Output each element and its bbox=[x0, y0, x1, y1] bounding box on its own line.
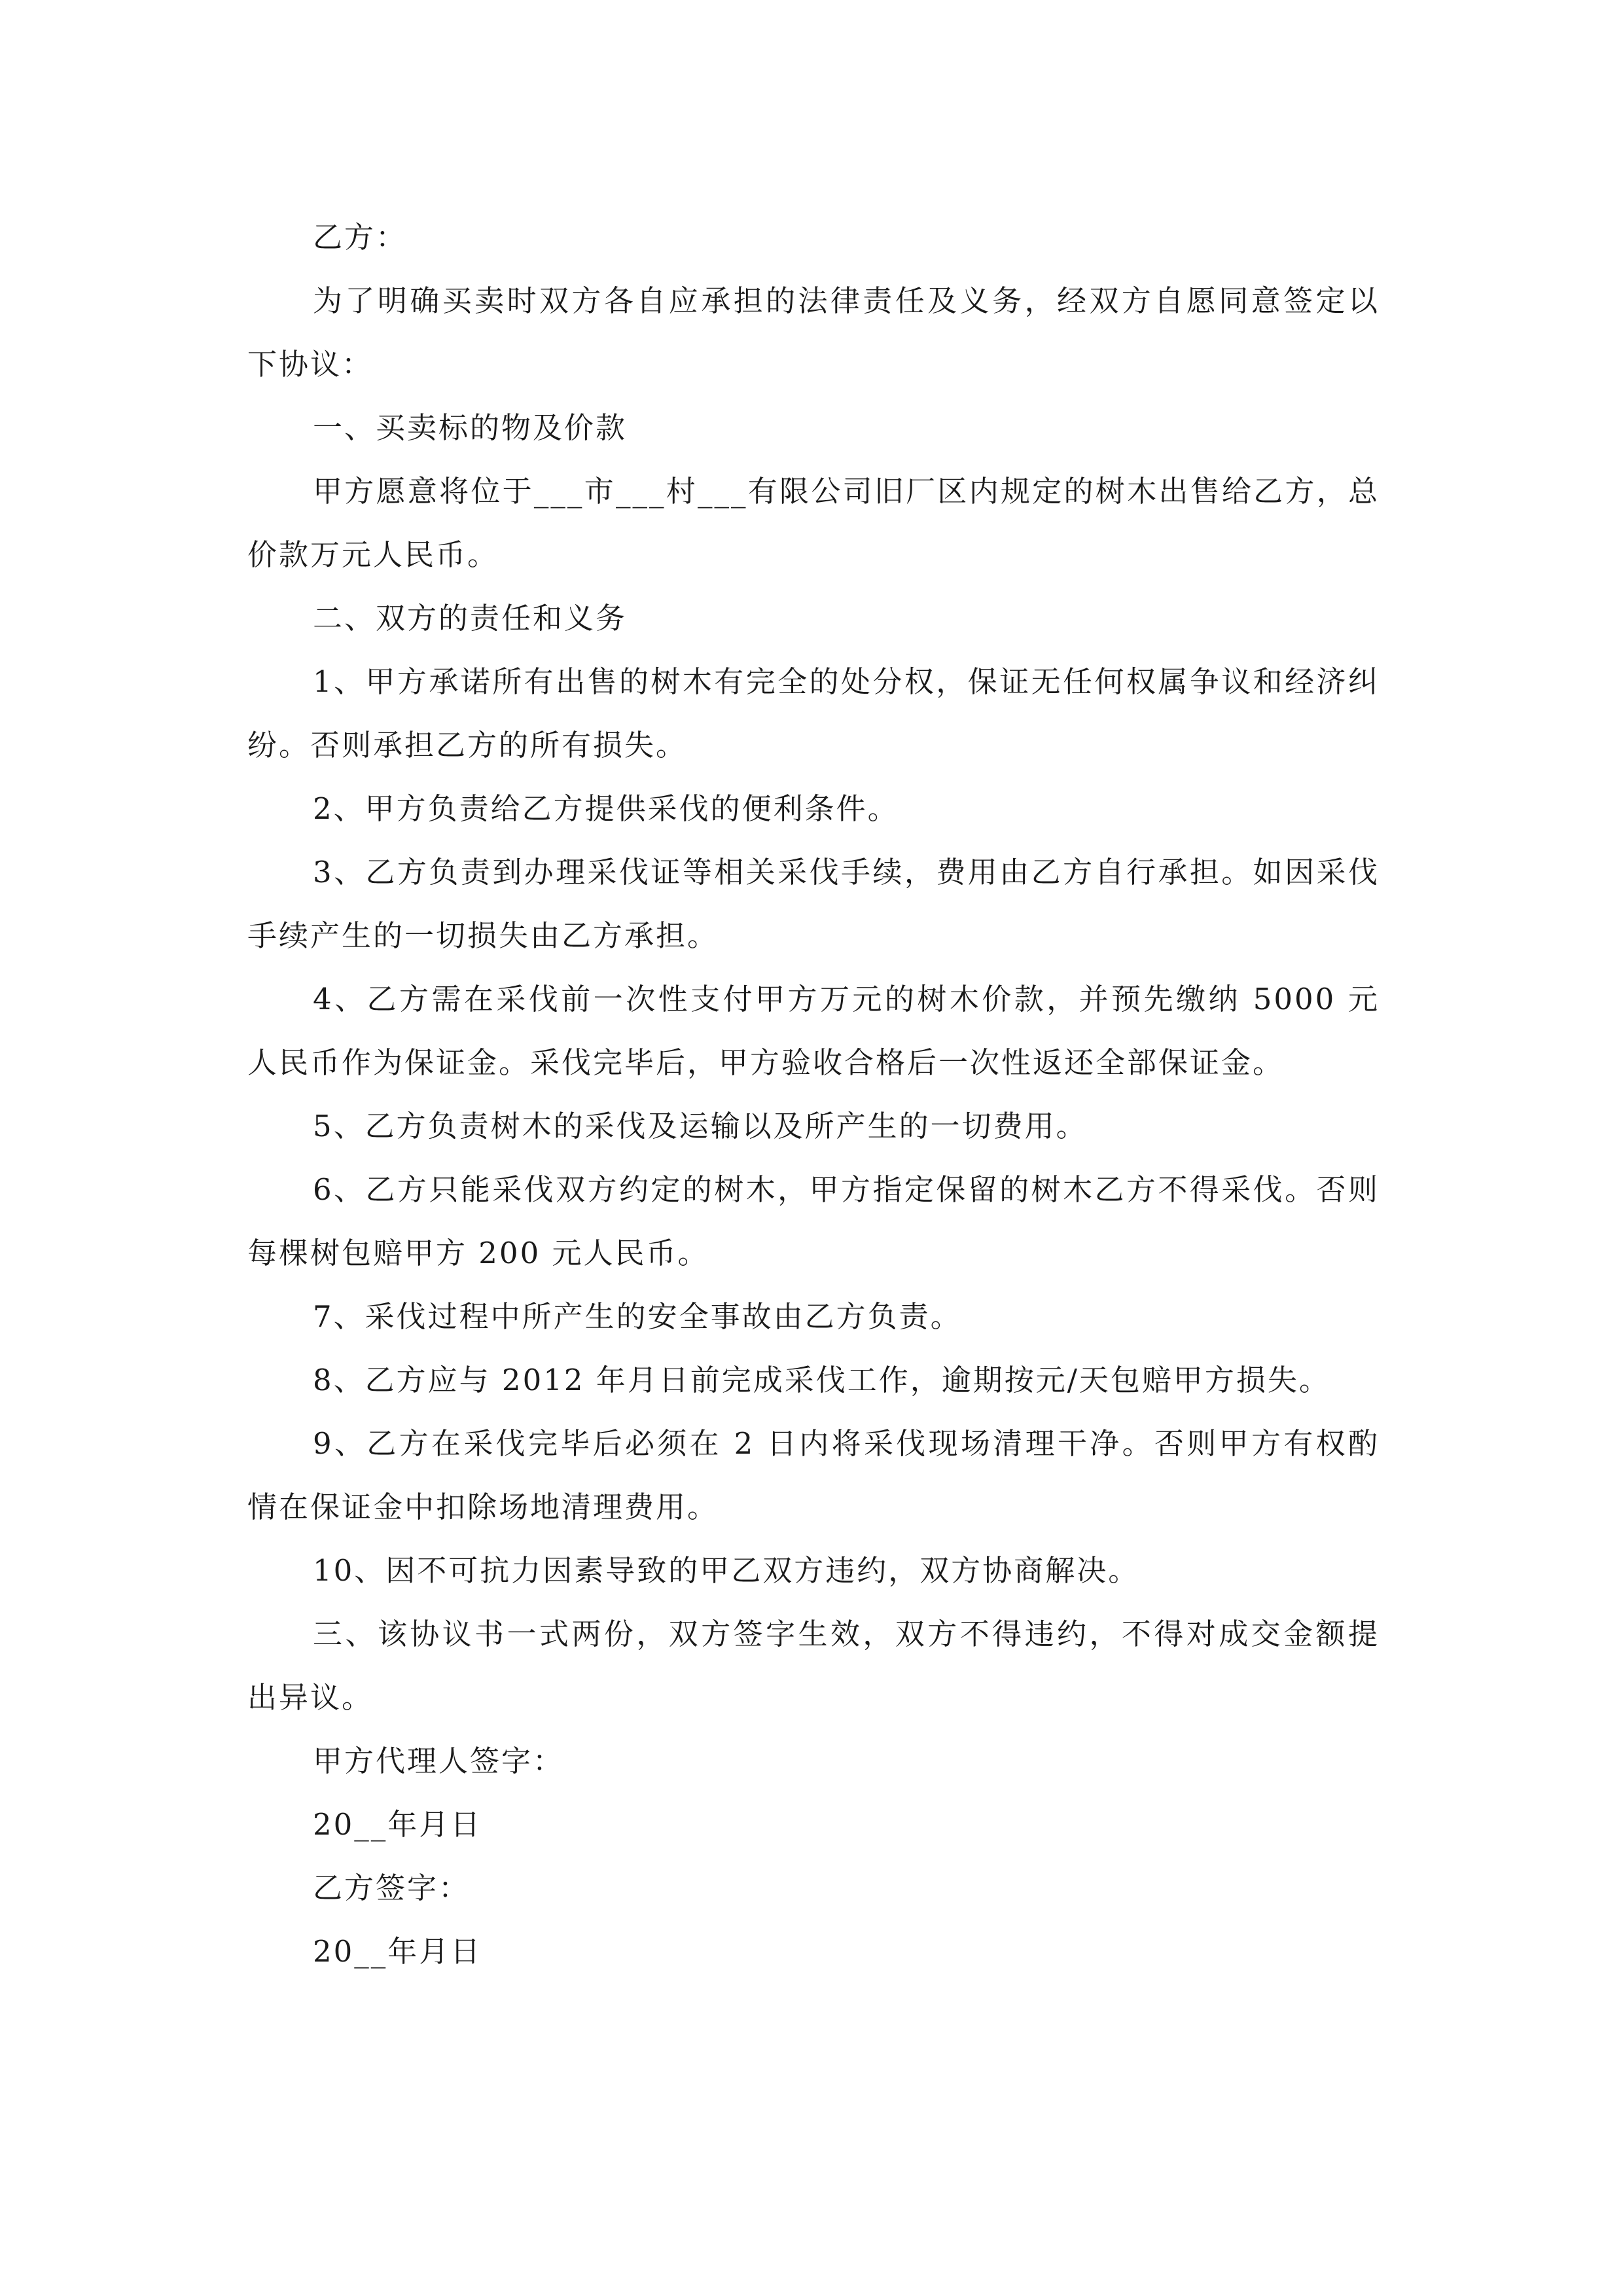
section-heading-copies: 三、该协议书一式两份，双方签字生效，双方不得违约，不得对成交金额提出异议。 bbox=[247, 1617, 1380, 1715]
clause-8: 8、乙方应与 2012 年月日前完成采伐工作，逾期按元/天包赔甲方损失。 bbox=[313, 1363, 1330, 1397]
agreement-preamble: 为了明确买卖时双方各自应承担的法律责任及义务，经双方自愿同意签定以下协议： bbox=[247, 283, 1380, 382]
party-b-signature-label: 乙方签字： bbox=[313, 1871, 471, 1905]
section-heading-subject: 一、买卖标的物及价款 bbox=[313, 410, 628, 445]
party-b-signature-date: 20__年月日 bbox=[313, 1934, 482, 1969]
clause-2: 2、甲方负责给乙方提供采伐的便利条件。 bbox=[313, 791, 899, 826]
party-a-signature-date: 20__年月日 bbox=[313, 1807, 482, 1842]
clause-10: 10、因不可抗力因素导致的甲乙双方违约，双方协商解决。 bbox=[313, 1553, 1140, 1588]
party-a-signature-label: 甲方代理人签字： bbox=[313, 1744, 565, 1778]
clause-3: 3、乙方负责到办理采伐证等相关采伐手续，费用由乙方自行承担。如因采伐手续产生的一切损失由乙方承担。 bbox=[247, 855, 1380, 953]
party-b-label: 乙方： bbox=[313, 220, 408, 255]
section-heading-responsibilities: 二、双方的责任和义务 bbox=[313, 601, 628, 636]
clause-5: 5、乙方负责树木的采伐及运输以及所产生的一切费用。 bbox=[313, 1109, 1088, 1143]
clause-4: 4、乙方需在采伐前一次性支付甲方万元的树木价款，并预先缴纳 5000 元人民币作为保证金。采伐完毕后，甲方验收合格后一次性返还全部保证金。 bbox=[247, 982, 1380, 1080]
document-body bbox=[247, 206, 1380, 1983]
clause-1: 1、甲方承诺所有出售的树木有完全的处分权，保证无任何权属争议和经济纠纷。否则承担乙方的所有损失。 bbox=[247, 664, 1380, 762]
clause-6: 6、乙方只能采伐双方约定的树木，甲方指定保留的树木乙方不得采伐。否则每棵树包赔甲方 200 元人民币。 bbox=[247, 1172, 1380, 1270]
clause-9: 9、乙方在采伐完毕后必须在 2 日内将采伐现场清理干净。否则甲方有权酌情在保证金中扣除场地清理费用。 bbox=[247, 1426, 1380, 1524]
clause-7: 7、采伐过程中所产生的安全事故由乙方负责。 bbox=[313, 1299, 962, 1334]
subject-description: 甲方愿意将位于___市___村___有限公司旧厂区内规定的树木出售给乙方，总价款万元人民币。 bbox=[247, 474, 1380, 572]
